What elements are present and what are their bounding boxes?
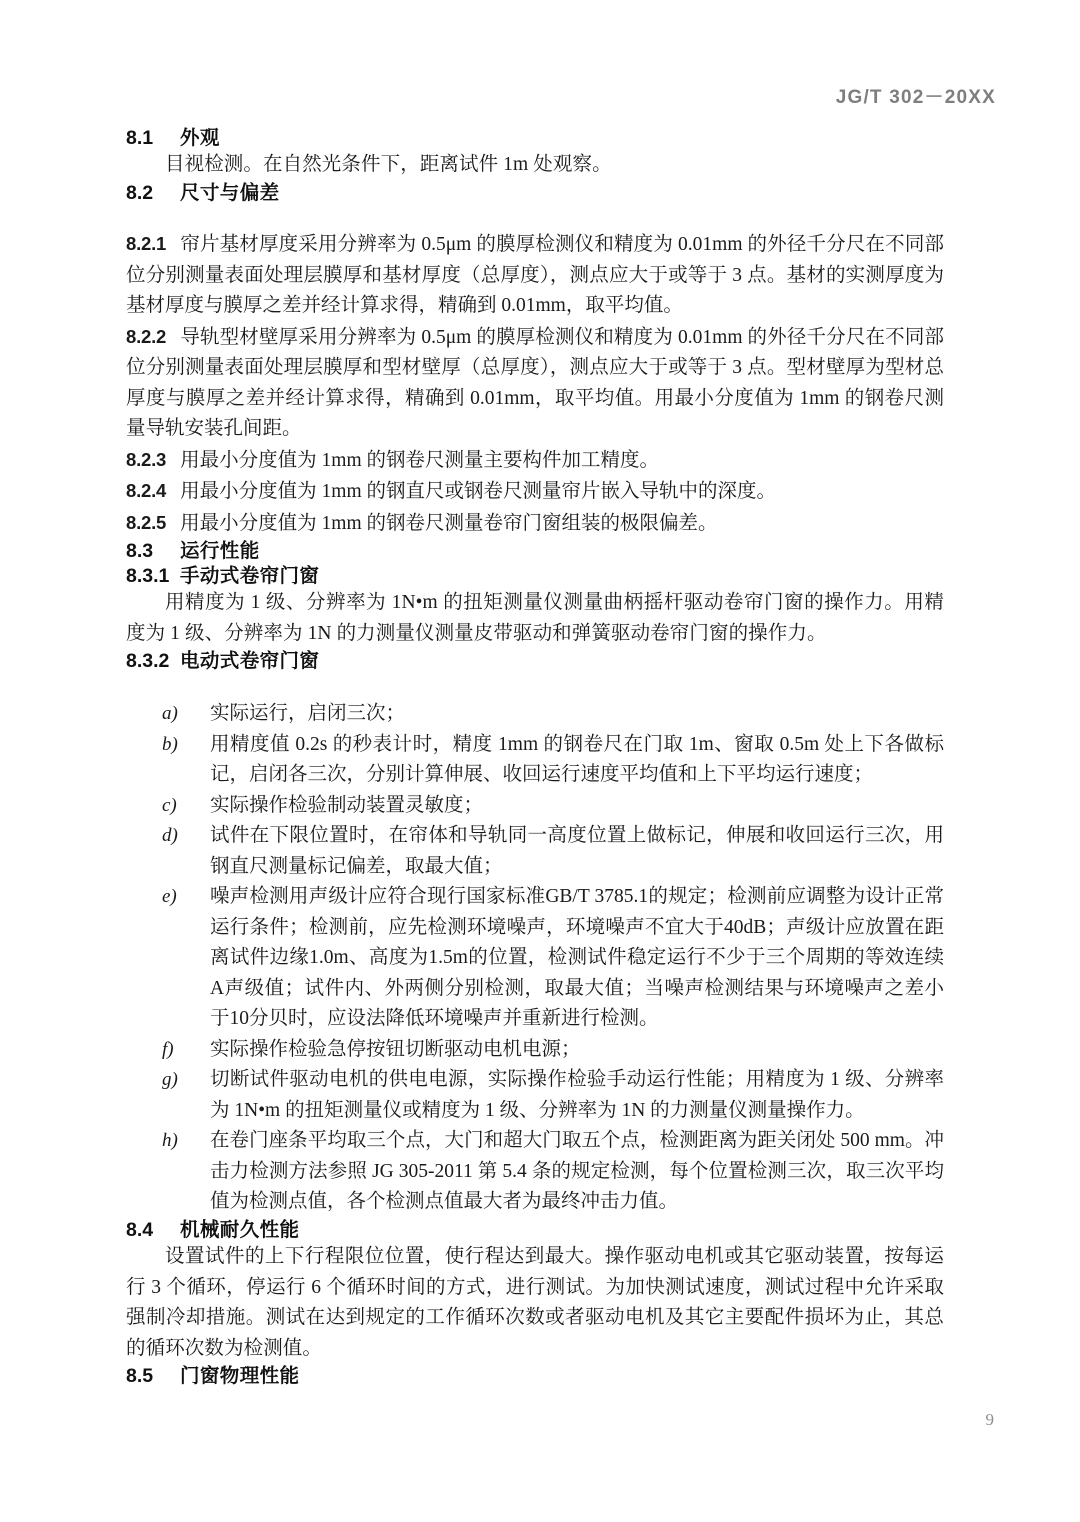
list-item-text: 实际操作检验制动装置灵敏度； [210,794,484,816]
heading-8-4 [126,1218,944,1242]
list-item [126,1065,944,1126]
list-item [126,882,944,1035]
list-item [126,1126,944,1218]
list-8-3-2 [126,699,944,1218]
list-item-text: 实际操作检验急停按钮切断驱动电机电源； [210,1038,581,1060]
heading-8-4-number: 8.4 [126,1218,154,1241]
heading-8-3-1-title: 手动式卷帘门窗 [180,564,320,587]
list-item [126,699,944,730]
clause-8-2-5-number: 8.2.5 [126,511,167,533]
heading-8-3-number: 8.3 [126,540,154,563]
clause-list-8-2 [126,229,944,539]
list-item-label: f) [162,1038,174,1060]
heading-8-5-title: 门窗物理性能 [180,1365,300,1388]
clause-8-2-4 [126,476,944,508]
list-item [126,1035,944,1066]
clause-8-2-2 [126,322,944,445]
paragraph-8-4: 设置试件的上下行程限位位置，使行程达到最大。操作驱动电机或其它驱动装置，按每运行 3 个循环，停运行 6 个循环时间的方式，进行测试。为加快测试速度，测试过程中允许采取强制冷却措施。测试在达到规定的工作循环次数或者驱动电机及其它主要配件损坏为止，其总的循环次数为检测值。 [126,1246,944,1359]
list-item-label: a) [162,703,178,725]
heading-8-2-number: 8.2 [126,181,154,204]
heading-8-4-title: 机械耐久性能 [180,1218,300,1241]
heading-8-5-number: 8.5 [126,1365,154,1388]
clause-8-2-1 [126,229,944,322]
clause-8-2-3 [126,445,944,477]
list-item [126,730,944,791]
heading-8-1-number: 8.1 [126,127,154,149]
list-item-text: 噪声检测用声级计应符合现行国家标准GB/T 3785.1的规定；检测前应调整为设计正常运行条件；检测前，应先检测环境噪声，环境噪声不宜大于40dB；声级计应放置在距离试件边缘1.0m、高度为1.5m的位置，检测试件稳定运行不少于三个周期的等效连续A声级值；试件内、外两侧分别检测，取最大值；当噪声检测结果与环境噪声之差小于10分贝时，应设法降低环境噪声并重新进行检测。 [210,886,944,1030]
running-header-standard-ref: JG/T 302－20XX [835,87,996,108]
clause-8-2-1-number: 8.2.1 [126,233,167,255]
page-content [126,126,944,1389]
page-number: 9 [985,1410,994,1429]
heading-8-1 [126,126,944,150]
list-item-label: e) [162,886,177,908]
clause-8-2-5 [126,508,944,540]
clause-8-2-3-number: 8.2.3 [126,448,167,470]
paragraph-8-1: 目视检测。在自然光条件下，距离试件 1m 处观察。 [165,154,612,176]
heading-8-3 [126,539,944,563]
list-item-text: 切断试件驱动电机的供电电源，实际操作检验手动运行性能；用精度为 1 级、分辨率为 1N•m 的扭矩测量仪或精度为 1 级、分辨率为 1N 的力测量仪测量操作力。 [210,1069,944,1121]
list-item-label: d) [162,825,178,847]
clause-8-2-4-text: 用最小分度值为 1mm 的钢直尺或钢卷尺测量帘片嵌入导轨中的深度。 [180,481,776,503]
heading-8-3-2-title: 电动式卷帘门窗 [180,650,320,672]
clause-8-2-1-text: 帘片基材厚度采用分辨率为 0.5μm 的膜厚检测仪和精度为 0.01mm 的外径千分尺在不同部位分别测量表面处理层膜厚和基材厚度（总厚度），测点应大于或等于 3 点。基材的实测厚度为基材厚度与膜厚之差并经计算求得，精确到 0.01mm，取平均值。 [126,234,944,317]
list-item-label: g) [162,1069,178,1091]
list-item [126,821,944,882]
heading-8-3-2-number: 8.3.2 [126,650,170,672]
clause-8-2-3-text: 用最小分度值为 1mm 的钢卷尺测量主要构件加工精度。 [180,449,659,471]
heading-8-3-1 [126,564,944,588]
list-item-text: 用精度值 0.2s 的秒表计时，精度 1mm 的钢卷尺在门取 1m、窗取 0.5m 处上下各做标记，启闭各三次，分别计算伸展、收回运行速度平均值和上下平均运行速度； [210,733,944,786]
heading-8-1-title: 外观 [180,127,220,149]
clause-8-2-2-number: 8.2.2 [126,325,167,347]
heading-8-5 [126,1364,944,1388]
list-item-label: c) [162,794,177,816]
clause-8-2-2-text: 导轨型材壁厚采用分辨率为 0.5μm 的膜厚检测仪和精度为 0.01mm 的外径千分尺在不同部位分别测量表面处理层膜厚和型材壁厚（总厚度），测点应大于或等于 3 点。型材壁厚为型材总厚度与膜厚之差并经计算求得，精确到 0.01mm，取平均值。用最小分度值为 1mm 的钢卷尺测量导轨安装孔间距。 [126,326,944,440]
list-item-label: h) [162,1130,178,1152]
clause-8-2-5-text: 用最小分度值为 1mm 的钢卷尺测量卷帘门窗组装的极限偏差。 [180,512,718,534]
list-item-text: 在卷门座条平均取三个点，大门和超大门取五个点，检测距离为距关闭处 500 mm。冲击力检测方法参照 JG 305-2011 第 5.4 条的规定检测，每个位置检测三次，取三次平均值为检测点值，各个检测点值最大者为最终冲击力值。 [210,1130,944,1213]
heading-8-3-2 [126,649,944,673]
heading-8-2-title: 尺寸与偏差 [180,181,280,204]
heading-8-2 [126,181,944,205]
paragraph-8-3-1: 用精度为 1 级、分辨率为 1N•m 的扭矩测量仪测量曲柄摇杆驱动卷帘门窗的操作力。用精度为 1 级、分辨率为 1N 的力测量仪测量皮带驱动和弹簧驱动卷帘门窗的操作力。 [126,592,944,644]
clause-8-2-4-number: 8.2.4 [126,480,167,502]
list-item-text: 实际运行，启闭三次； [210,703,406,725]
heading-8-3-title: 运行性能 [180,540,260,563]
list-item-text: 试件在下限位置时，在帘体和导轨同一高度位置上做标记，伸展和收回运行三次，用钢直尺测量标记偏差，取最大值； [210,825,944,877]
list-item-label: b) [162,733,178,755]
list-item [126,791,944,822]
heading-8-3-1-number: 8.3.1 [126,564,170,587]
